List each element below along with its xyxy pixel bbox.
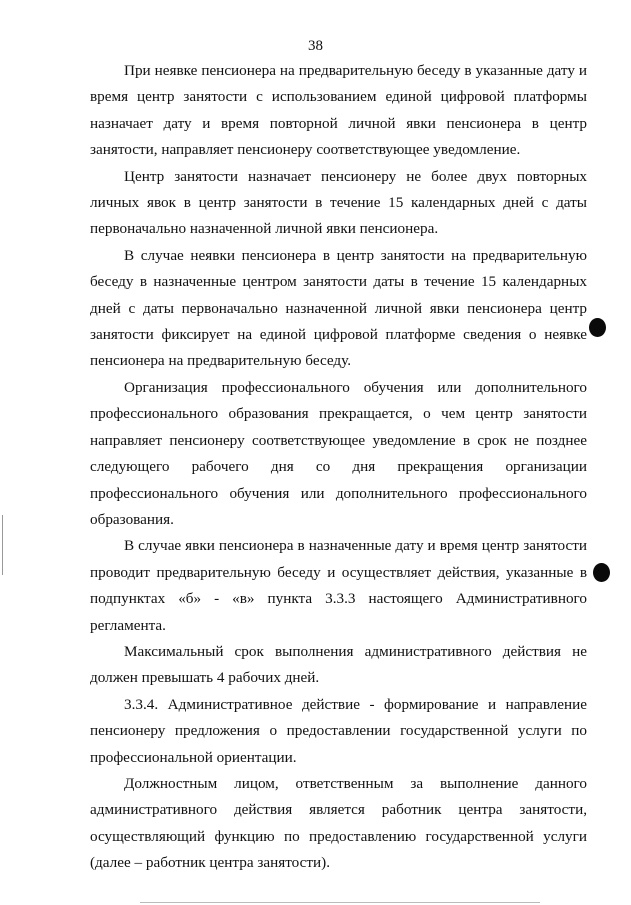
binder-hole-mark — [593, 563, 610, 582]
scan-margin-mark — [2, 515, 3, 575]
paragraph-max-repeat-visits: Центр занятости назначает пенсионеру не более двух повторных личных явок в центр занятости в течение 15 календарных дней с даты первоначально назначенной личной явки пенсионера. — [90, 167, 587, 238]
paragraph-max-duration: Максимальный срок выполнения административного действия не должен превышать 4 рабочих дней. — [90, 642, 587, 687]
paragraph-appearance: В случае явки пенсионера в назначенные дату и время центр занятости проводит предварительную беседу и осуществляет действия, указанные в подпунктах «б» - «в» пункта 3.3.3 настоящего Административного регламента. — [90, 537, 587, 634]
paragraph-training-termination: Организация профессионального обучения или дополнительного профессионального образования прекращается, о чем центр занятости направляет пенсионеру соответствующее уведомление в срок не позднее следующего рабочего дня со дня прекращения организации профессионального обучения или дополнительного профессионального образования. — [90, 378, 587, 528]
paragraph-section-3-3-4: 3.3.4. Административное действие - формирование и направление пенсионеру предложения о предоставлении государственной услуги по профессиональной ориентации. — [90, 695, 587, 766]
paragraph-non-appearance: В случае неявки пенсионера в центр занятости на предварительную беседу в назначенные центром занятости даты в течение 15 календарных дней с даты первоначально назначенной личной явки пенсионера центр занятости фиксирует на единой цифровой платформе сведения о неявке пенсионера на предварительную беседу. — [90, 246, 587, 370]
paragraph-responsible-official: Должностным лицом, ответственным за выполнение данного административного действия является работник центра занятости, осуществляющий функцию по предоставлению государственной услуги (далее – работник центра занятости). — [90, 774, 587, 872]
page-number: 38 — [308, 38, 323, 54]
binder-hole-mark — [589, 318, 606, 337]
paragraph-repeat-appointment: При неявке пенсионера на предварительную беседу в указанные дату и время центр занятости с использованием единой цифровой платформы назначает дату и время повторной личной явки пенсионера в центр занятости, направляет пенсионеру соответствующее уведомление. — [90, 62, 587, 159]
scan-edge-line — [140, 902, 540, 903]
document-body — [90, 58, 587, 877]
